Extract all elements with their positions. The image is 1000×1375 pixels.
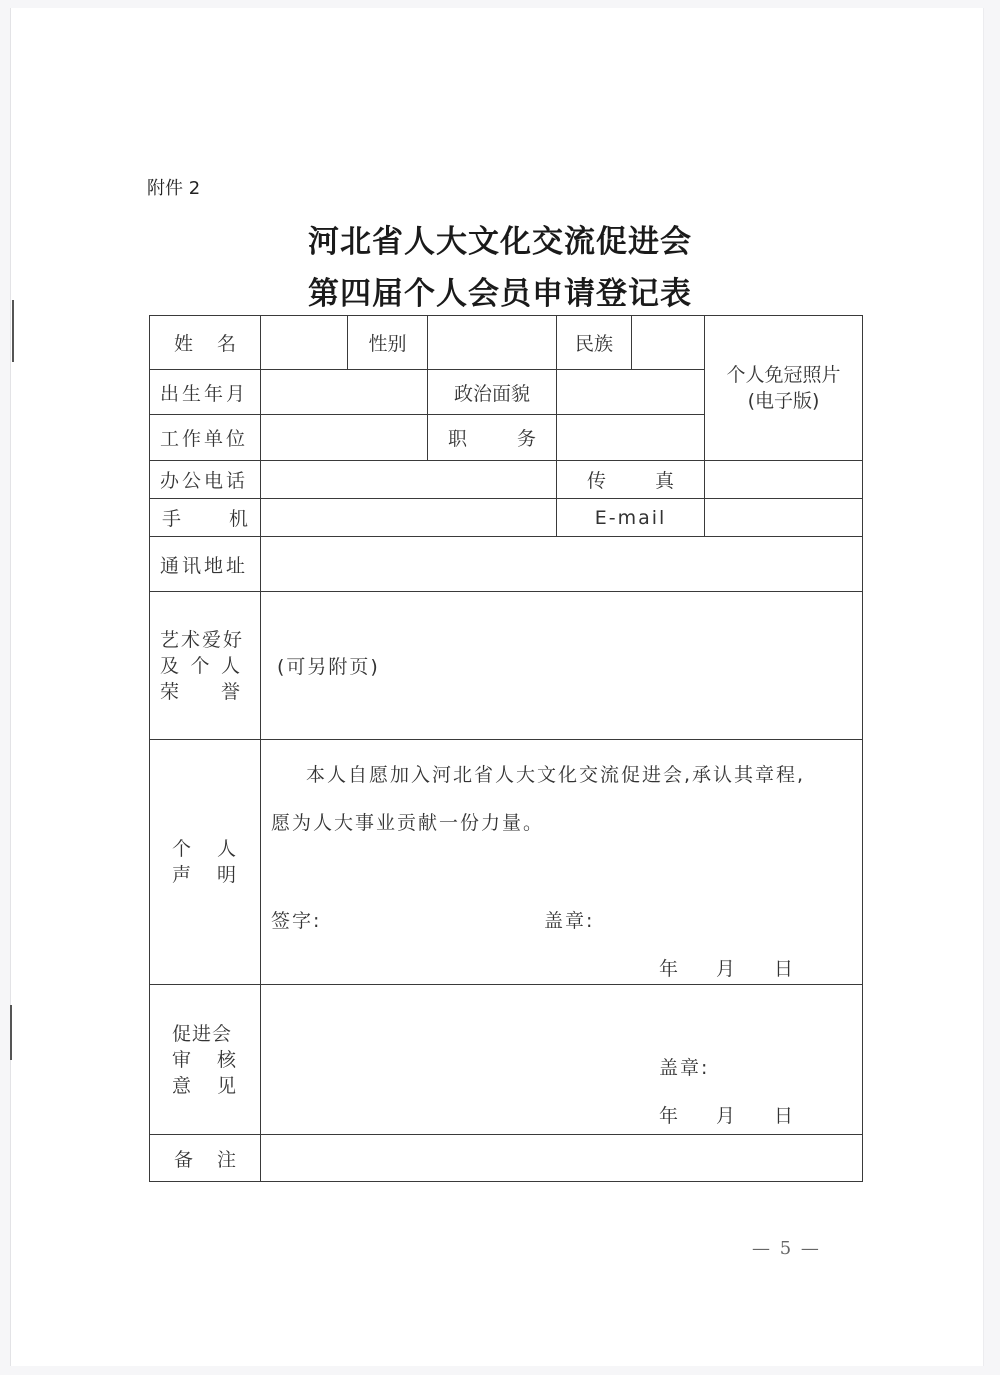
politics-label: 政治面貌 [428,370,557,415]
decl-char-ming: 明 [216,864,236,886]
remarks-char1: 备 [174,1148,194,1171]
review-char-yi: 意 [172,1074,192,1097]
name-input-cell[interactable] [261,316,348,370]
hobbies-char-yu: 誉 [220,680,240,703]
employer-input-cell[interactable] [261,415,428,461]
fax-label-char1: 传 [587,470,607,492]
fax-label-char2: 真 [654,470,674,492]
birth-input-cell[interactable] [261,370,428,415]
hobbies-label-line1: 艺术爱好 [160,628,245,651]
hobbies-label-cell [150,592,261,740]
declaration-label-cell [150,740,261,985]
mobile-input-cell[interactable] [261,499,557,537]
hobbies-char-rong: 荣 [160,680,180,703]
declaration-line2: 愿为人大事业贡献一份力量。 [271,812,545,834]
attachment-label: 附件 2 [147,178,201,199]
review-label-cell [150,985,261,1135]
seal-label: 盖章: [544,910,595,932]
form-title-line1: 河北省人大文化交流促进会 [308,224,692,260]
fax-input-cell[interactable] [705,461,863,499]
sign-label: 签字: [271,910,322,932]
hobbies-label-line2 [160,653,240,679]
hobbies-char-ji: 及 [160,654,180,677]
birth-label: 出生年月 [150,370,261,415]
ethnicity-label: 民族 [557,316,632,370]
declaration-content-cell [261,740,863,985]
mobile-label-cell [150,499,261,537]
review-date-year: 年 [659,1105,681,1127]
remarks-input-cell[interactable] [261,1135,863,1182]
photo-cell[interactable] [705,316,863,461]
decl-date-day: 日 [774,958,796,980]
address-input-cell[interactable] [261,537,863,592]
mobile-label-char2: 机 [228,508,248,530]
hobbies-char-ge: 个 [190,654,210,677]
politics-input-cell[interactable] [557,370,705,415]
decl-char-ren: 人 [216,838,236,860]
position-input-cell[interactable] [557,415,705,461]
review-date-month: 月 [716,1105,738,1127]
email-label: E-mail [557,499,705,537]
position-label-char2: 务 [516,428,536,450]
review-label-line1: 促进会 [172,1022,233,1045]
employer-label: 工作单位 [150,415,261,461]
hobbies-input-cell[interactable] [261,592,863,740]
office-phone-label: 办公电话 [150,461,261,499]
registration-form-table [149,315,863,1182]
photo-label-line1: 个人免冠照片 [726,364,841,386]
form-title-line2: 第四届个人会员申请登记表 [308,276,692,312]
remarks-label-cell [150,1135,261,1182]
fax-label-cell [557,461,705,499]
email-input-cell[interactable] [705,499,863,537]
position-label-char1: 职 [448,428,468,450]
position-label-cell [428,415,557,461]
review-date-day: 日 [774,1105,796,1127]
review-char-he: 核 [216,1048,236,1071]
hobbies-label-line3 [160,679,240,705]
review-char-shen: 审 [172,1048,192,1071]
name-label-cell [150,316,261,370]
page-number: — 5 — [752,1238,821,1259]
ethnicity-input-cell[interactable] [632,316,705,370]
declaration-label-line1 [172,836,236,862]
name-label-char1: 姓 [174,333,194,355]
hobbies-hint: (可另附页) [277,656,380,678]
review-char-jian: 见 [216,1074,236,1097]
mobile-label-char1: 手 [162,508,182,530]
remarks-char2: 注 [216,1148,236,1171]
review-label-line2 [172,1047,236,1073]
review-label-line3 [172,1073,236,1099]
decl-char-sheng: 声 [172,864,192,886]
hobbies-char-ren: 人 [220,654,240,677]
gender-input-cell[interactable] [428,316,557,370]
declaration-line1: 本人自愿加入河北省人大文化交流促进会,承认其章程, [306,764,806,786]
name-label-char2: 名 [216,333,236,355]
scan-mark-bottom [10,1005,12,1060]
decl-date-year: 年 [659,958,681,980]
office-phone-input-cell[interactable] [261,461,557,499]
decl-date-month: 月 [716,958,738,980]
photo-label-line2: (电子版) [747,390,820,412]
address-label: 通讯地址 [150,537,261,592]
declaration-label-line2 [172,862,236,888]
review-seal-label: 盖章: [659,1057,710,1079]
review-content-cell[interactable] [261,985,863,1135]
gender-label: 性别 [348,316,428,370]
decl-char-ge: 个 [172,838,192,860]
